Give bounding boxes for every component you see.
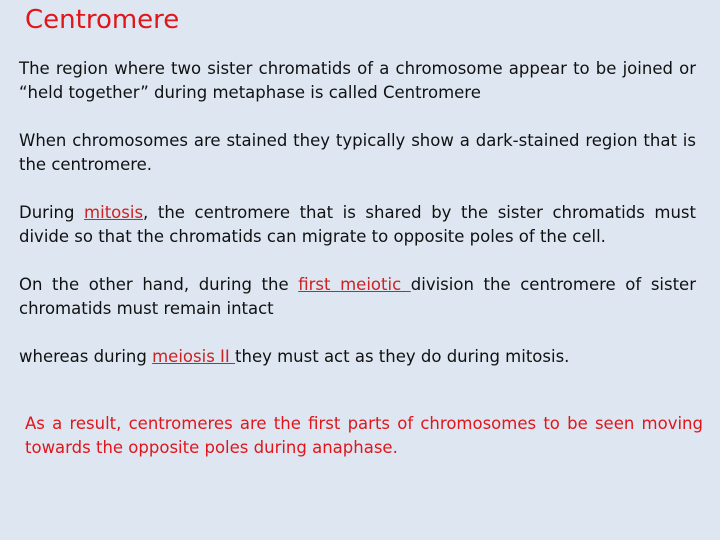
meiosis-ii-link[interactable]: meiosis II	[152, 347, 236, 366]
paragraph-meiosis-first	[19, 273, 696, 321]
paragraph-staining: When chromosomes are stained they typically show a dark-stained region that is the centromere.	[19, 131, 696, 174]
text-segment: On the other hand, during the	[19, 275, 299, 294]
mitosis-link[interactable]: mitosis	[84, 203, 144, 222]
text-segment: During	[19, 203, 85, 222]
meiotic-link[interactable]: meiotic	[340, 275, 411, 294]
text-segment: division the centromere of sister chromatids must remain intact	[19, 275, 696, 318]
page-title: Centromere	[25, 5, 180, 35]
paragraph-anaphase-result: As a result, centromeres are the first parts of chromosomes to be seen moving towards the opposite poles during anaphase.	[25, 414, 703, 457]
first-link[interactable]: first	[298, 275, 331, 294]
paragraph-definition: The region where two sister chromatids of a chromosome appear to be joined or “held together” during metaphase is called Centromere	[19, 59, 696, 102]
text-segment: , the centromere that is shared by the sister chromatids must divide so that the chromatids can migrate to opposite poles of the cell.	[19, 203, 696, 246]
paragraph-mitosis	[19, 201, 696, 249]
paragraph-meiosis-ii	[19, 345, 696, 369]
text-segment: they must act as they do during mitosis.	[235, 347, 570, 366]
link-spacer[interactable]	[330, 275, 340, 294]
text-segment: whereas during	[19, 347, 153, 366]
